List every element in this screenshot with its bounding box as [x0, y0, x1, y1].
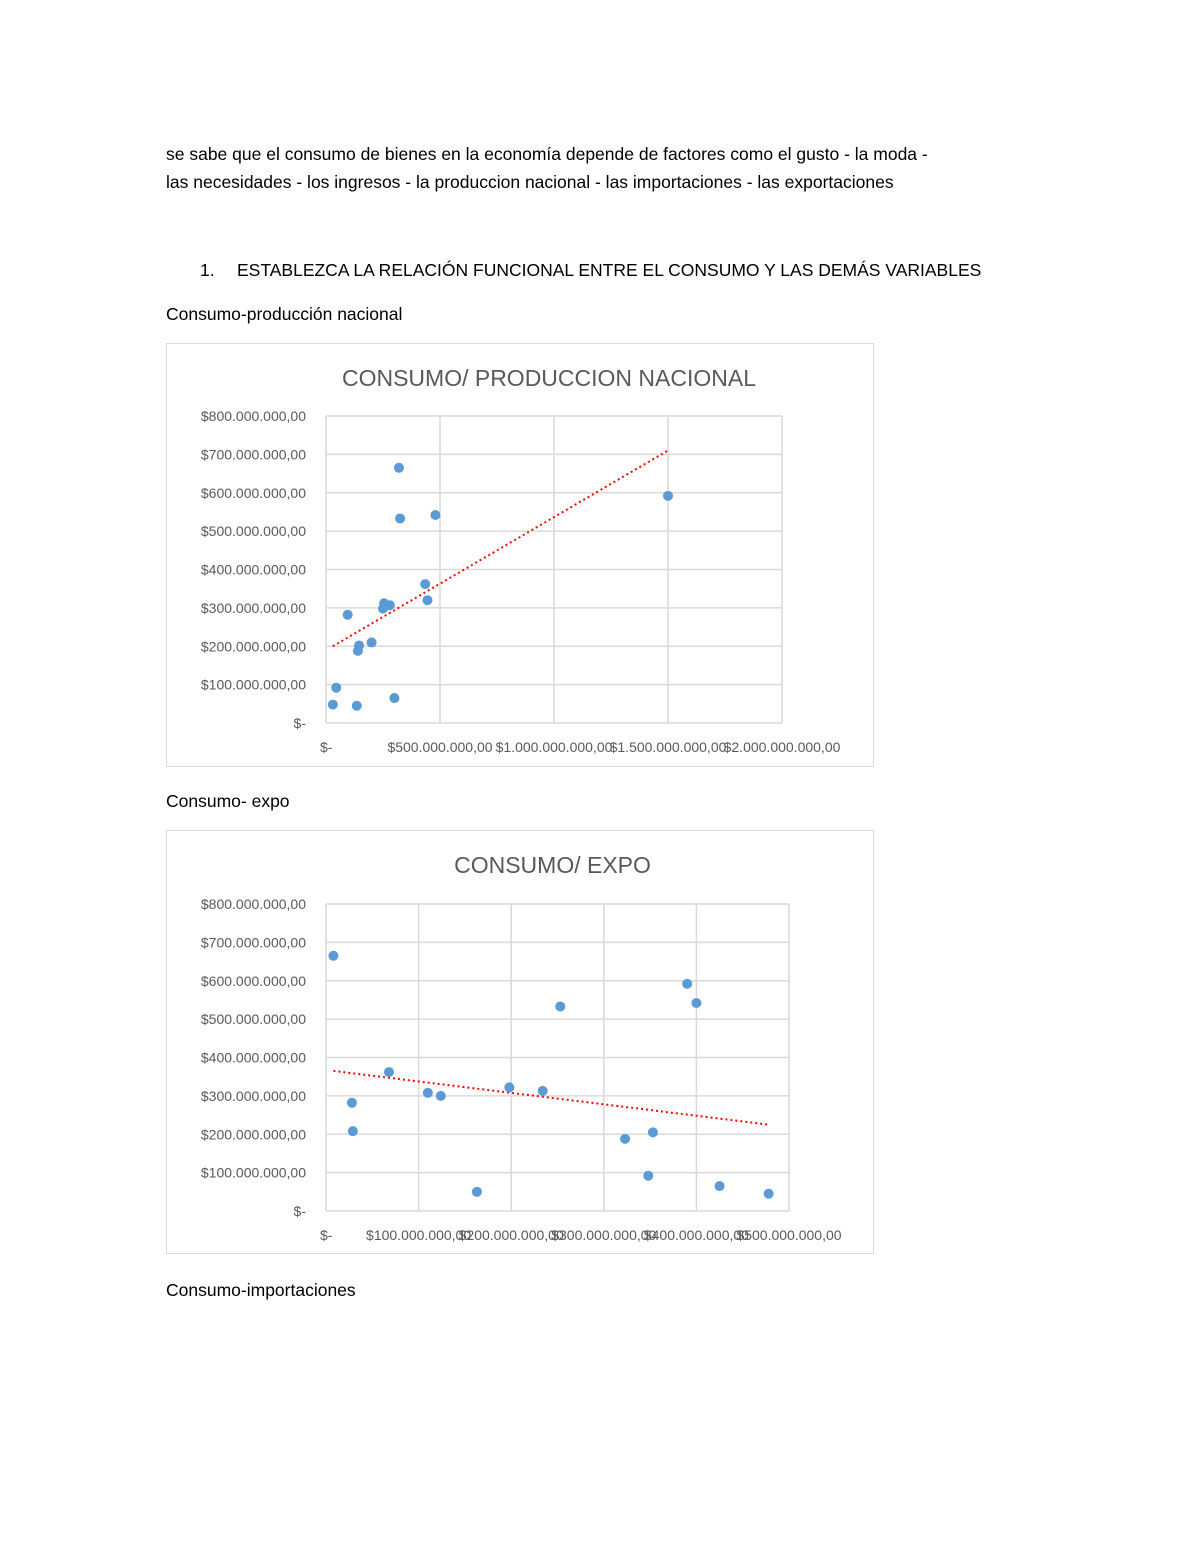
data-point: [472, 1187, 482, 1197]
data-point: [394, 463, 404, 473]
data-point: [328, 951, 338, 961]
data-point: [648, 1127, 658, 1137]
data-point: [367, 637, 377, 647]
data-point: [430, 510, 440, 520]
x-tick-label: $2.000.000.000,00: [723, 739, 841, 755]
data-point: [538, 1086, 548, 1096]
data-point: [348, 1126, 358, 1136]
chart-title: CONSUMO/ PRODUCCION NACIONAL: [341, 365, 757, 391]
y-tick-label: $800.000.000,00: [200, 408, 306, 424]
section-label-importaciones: Consumo-importaciones: [166, 1280, 356, 1300]
data-point: [504, 1082, 514, 1092]
x-tick-label: $400.000.000,00: [643, 1227, 749, 1243]
x-tick-label: $-: [320, 739, 333, 755]
chart-consumo-expo-svg: [167, 831, 875, 1255]
chart-consumo-produccion: [166, 343, 874, 767]
y-tick-label: $400.000.000,00: [200, 1049, 306, 1066]
x-tick-label: $1.500.000.000,00: [609, 739, 727, 755]
x-tick-label: $500.000.000,00: [387, 739, 493, 755]
data-point: [691, 998, 701, 1008]
y-tick-label: $200.000.000,00: [200, 1126, 306, 1143]
y-tick-label: $400.000.000,00: [200, 561, 306, 578]
question-heading: [200, 258, 981, 282]
y-tick-label: $300.000.000,00: [200, 599, 306, 616]
y-tick-label: $-: [293, 1203, 306, 1219]
data-point: [395, 513, 405, 523]
y-tick-label: $700.000.000,00: [200, 446, 306, 463]
data-point: [353, 646, 363, 656]
data-point: [422, 595, 432, 605]
y-tick-label: $800.000.000,00: [200, 896, 306, 912]
data-point: [328, 700, 338, 710]
data-point: [663, 491, 673, 501]
data-point: [343, 610, 353, 620]
data-point: [347, 1098, 357, 1108]
y-tick-label: $500.000.000,00: [200, 1011, 306, 1028]
data-point: [420, 579, 430, 589]
data-point: [384, 1067, 394, 1077]
data-point: [764, 1189, 774, 1199]
data-point: [620, 1134, 630, 1144]
intro-line-1: se sabe que el consumo de bienes en la economía depende de factores como el gusto - la moda -: [166, 144, 928, 164]
intro-line-2: las necesidades - los ingresos - la produccion nacional - las importaciones - las exportaciones: [166, 172, 894, 192]
x-tick-label: $200.000.000,00: [458, 1227, 564, 1243]
y-tick-label: $200.000.000,00: [200, 638, 306, 655]
y-tick-label: $300.000.000,00: [200, 1087, 306, 1104]
data-point: [643, 1171, 653, 1181]
x-tick-label: $500.000.000,00: [736, 1227, 842, 1243]
data-point: [436, 1091, 446, 1101]
question-number: 1.: [200, 260, 215, 280]
data-point: [389, 693, 399, 703]
section-label-expo: Consumo- expo: [166, 791, 290, 811]
data-point: [331, 683, 341, 693]
x-tick-label: $1.000.000.000,00: [495, 739, 613, 755]
x-tick-label: $300.000.000,00: [551, 1227, 657, 1243]
data-point: [715, 1181, 725, 1191]
x-tick-label: $-: [320, 1227, 333, 1243]
y-tick-label: $100.000.000,00: [200, 1164, 306, 1181]
chart-consumo-expo: [166, 830, 874, 1254]
data-point: [682, 979, 692, 989]
y-tick-label: $700.000.000,00: [200, 934, 306, 951]
question-text: ESTABLEZCA LA RELACIÓN FUNCIONAL ENTRE EL CONSUMO Y LAS DEMÁS VARIABLES: [237, 260, 982, 280]
y-tick-label: $500.000.000,00: [200, 523, 306, 540]
section-label-produccion: Consumo-producción nacional: [166, 304, 403, 324]
data-point: [352, 701, 362, 711]
trendline: [333, 1071, 768, 1125]
y-tick-label: $600.000.000,00: [200, 972, 306, 989]
data-point: [423, 1088, 433, 1098]
y-tick-label: $100.000.000,00: [200, 676, 306, 693]
x-tick-label: $100.000.000,00: [366, 1227, 472, 1243]
chart-consumo-produccion-svg: [167, 344, 875, 768]
trendline: [333, 451, 668, 647]
data-point: [378, 604, 388, 614]
y-tick-label: $600.000.000,00: [200, 484, 306, 501]
y-tick-label: $-: [293, 715, 306, 731]
chart-title: CONSUMO/ EXPO: [454, 852, 651, 878]
data-point: [555, 1001, 565, 1011]
